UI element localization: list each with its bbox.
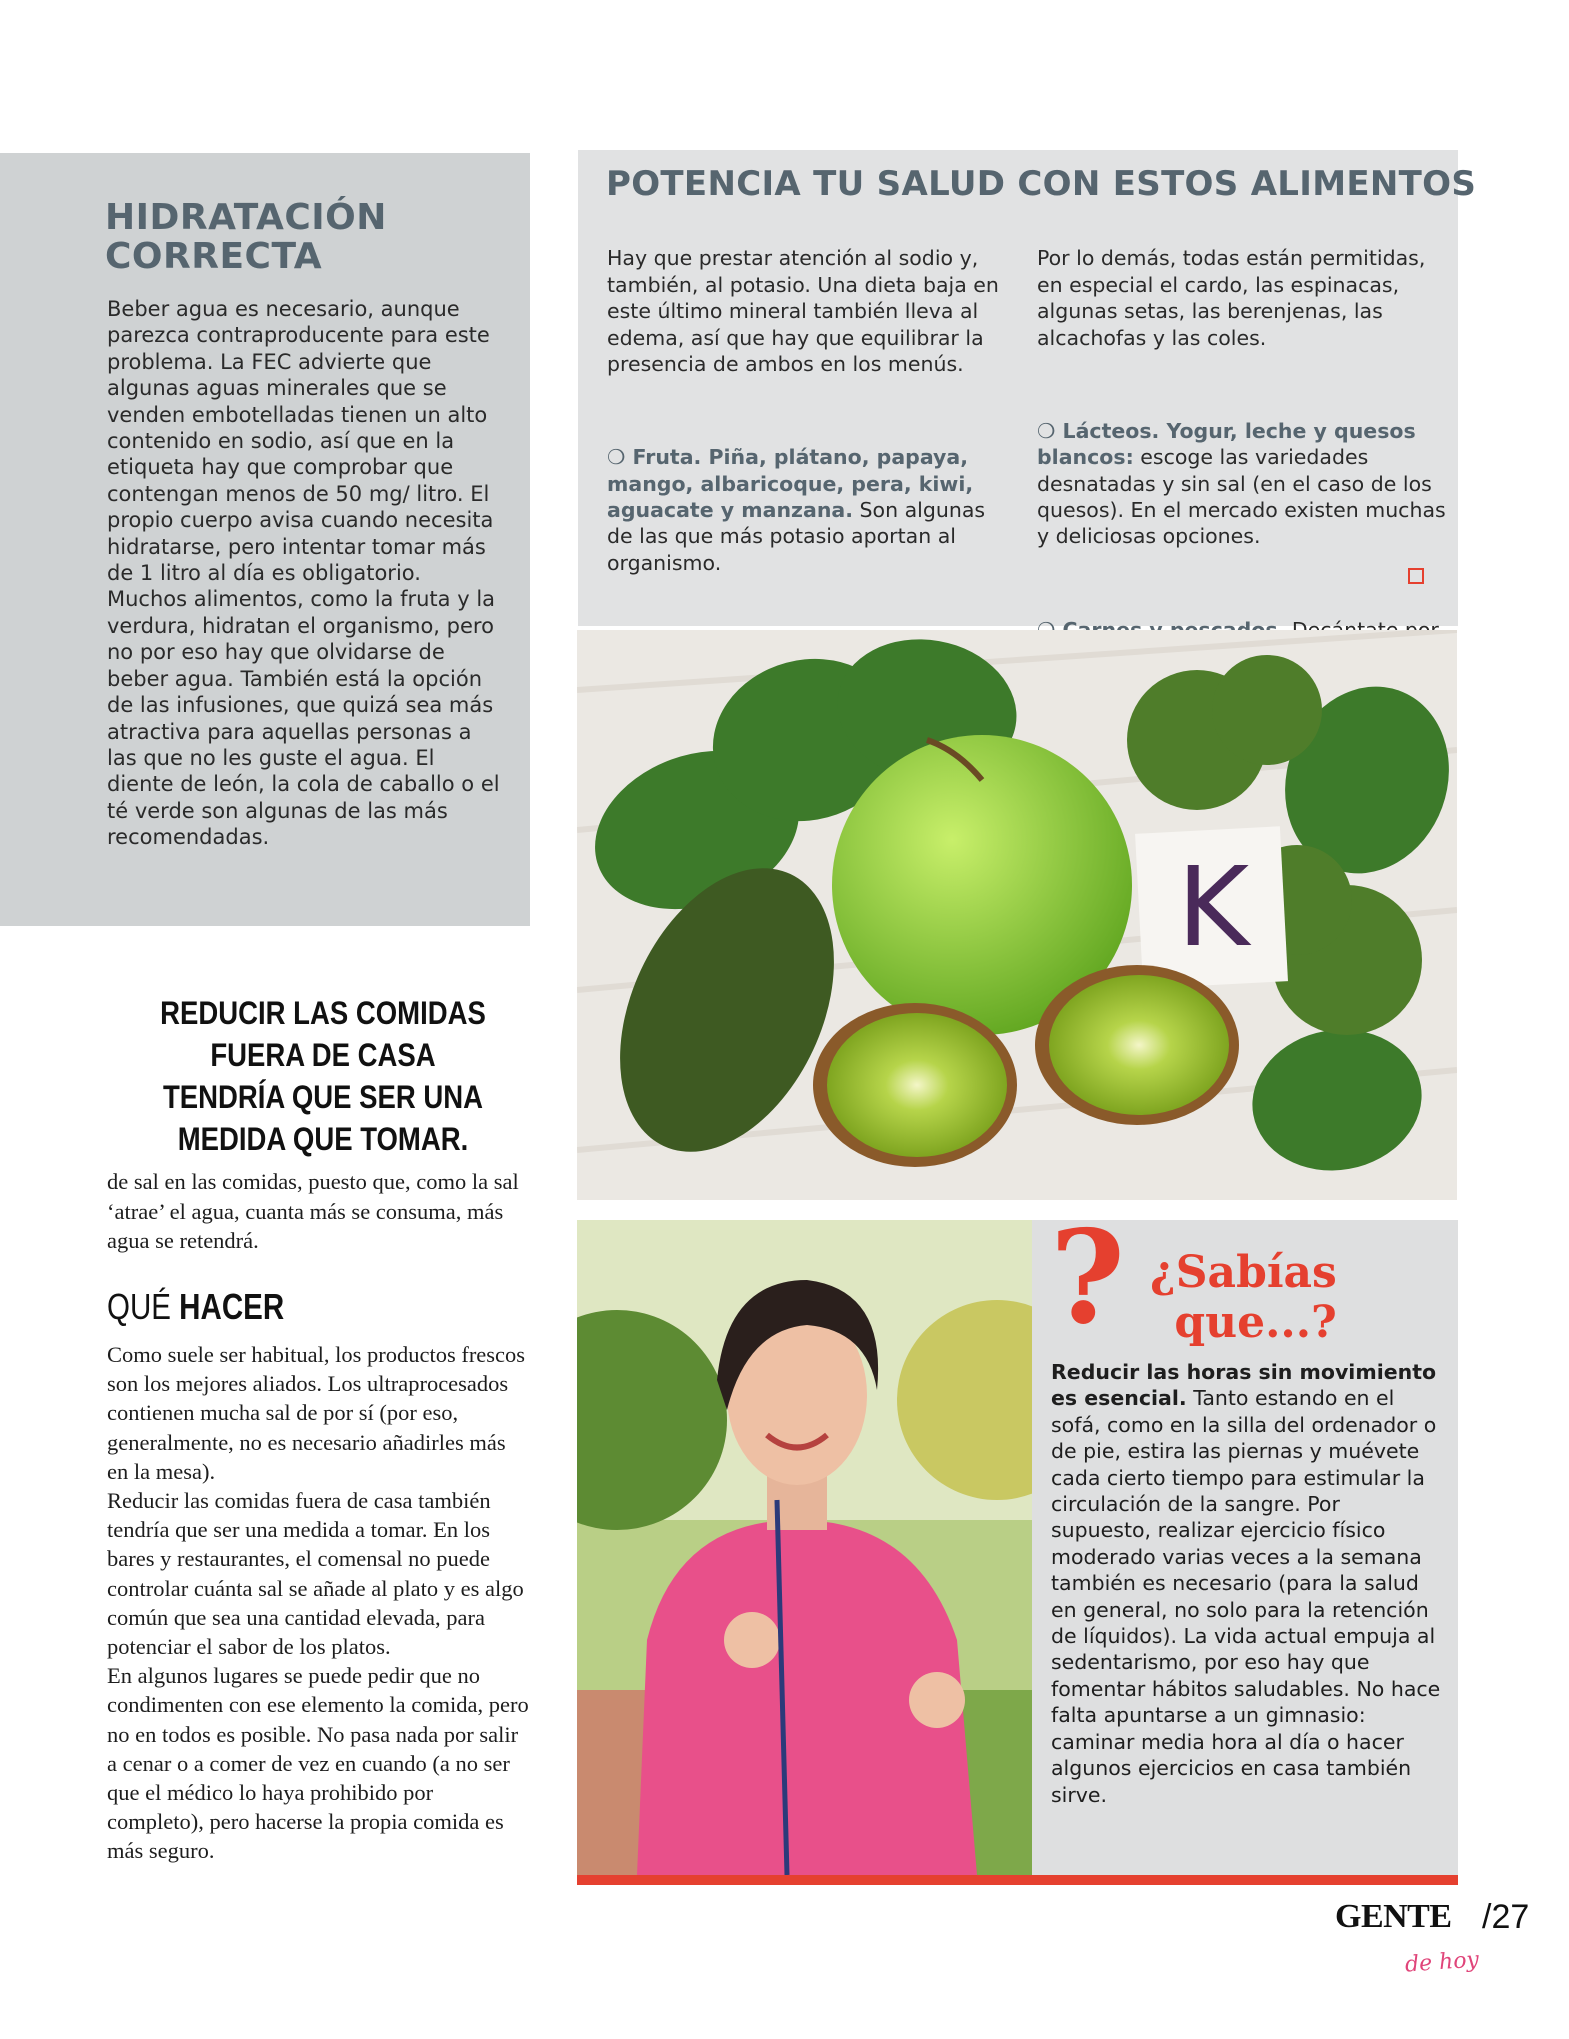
heading-bold: HACER <box>179 1286 285 1327</box>
page-number: /27 <box>1482 1898 1530 1936</box>
question-mark-icon: ? <box>1050 1203 1125 1353</box>
runner-illustration <box>577 1220 1032 1875</box>
foods-rest: Por lo demás, todas están permitidas, en especial el cardo, las espinacas, algunas setas, las berenjenas, las alcachofas y las coles. <box>1037 246 1426 350</box>
magazine-logo: GENTE <box>1335 1898 1452 1935</box>
k-card-letter: K <box>1177 843 1250 971</box>
fruit-label: ❍ Fruta. Piña, plátano, papaya, mango, albaricoque, pera, kiwi, aguacate y manzana. <box>607 445 974 523</box>
section-heading-que-hacer <box>107 1286 284 1328</box>
food-photo <box>577 630 1457 1200</box>
body-continuation: de sal en las comidas, puesto que, como la sal ‘atrae’ el agua, cuanta más se consuma, más agua se retendrá. <box>107 1169 519 1253</box>
food-illustration <box>577 630 1457 1200</box>
magazine-logo-script: de hoy <box>1404 1947 1480 1978</box>
sabias-text <box>1051 1359 1441 1808</box>
heading-light: QUÉ <box>107 1286 171 1327</box>
sabias-title: ¿Sabías que...? <box>1150 1247 1337 1348</box>
pull-quote: REDUCIR LAS COMIDAS FUERA DE CASA TENDRÍA QUE SER UNA MEDIDA QUE TOMAR. <box>160 995 486 1157</box>
end-mark-icon <box>1408 568 1424 584</box>
foods-title: POTENCIA TU SALUD CON ESTOS ALIMENTOS <box>606 164 1477 204</box>
hydration-title: HIDRATACIÓN CORRECTA <box>105 197 387 277</box>
foods-fruit <box>607 444 1017 576</box>
foods-dairy <box>1037 418 1447 550</box>
runner-photo <box>577 1220 1032 1875</box>
body-main: Como suele ser habitual, los productos frescos son los mejores aliados. Los ultraprocesados contienen mucha sal de por sí (por eso, generalmente, no es necesario añadirles más en la mesa). Reducir las comidas fuera de casa también tendría que ser una medida a tomar. En los bares y restaurantes, el comensal no puede controlar cuánta sal se añade al plato y es algo común que sea una cantidad elevada, para potenciar el sabor de los platos. En algunos lugares se puede pedir que no condimenten con ese elemento la comida, pero no en todos es posible. No pasa nada por salir a cenar o a comer de vez en cuando (a no ser que el médico lo haya prohibido por completo), pero hacerse la propia comida es más seguro. <box>107 1342 529 1864</box>
foods-intro: Hay que prestar atención al sodio y, también, al potasio. Una dieta baja en este último mineral también lleva al edema, así que hay que equilibrar la presencia de ambos en los menús. <box>607 246 999 377</box>
sabias-lead: Reducir las horas sin movimiento es esencial. <box>1051 1360 1437 1411</box>
dairy-label: ❍ Lácteos. Yogur, leche y quesos blancos: <box>1037 418 1416 470</box>
sabias-body: Tanto estando en el sofá, como en la silla del ordenador o de pie, estira las piernas y muévete cada cierto tiempo para estimular la circulación de la sangre. Por supuesto, realizar ejercicio físico moderado varias veces a la semana también es necesario (para la salud en general, no solo para la retención de líquidos). La vida actual empuja al sedentarismo, por eso hay que fomentar hábitos saludables. No hace falta apuntarse a un gimnasio: caminar media hora al día o hacer algunos ejercicios en casa también sirve. <box>1051 1386 1441 1807</box>
hydration-text: Beber agua es necesario, aunque parezca contraproducente para este problema. La FEC advierte que algunas aguas minerales que se venden embotelladas tienen un alto contenido en sodio, así que en la etiqueta hay que comprobar que contengan menos de 50 mg/ litro. El propio cuerpo avisa cuando necesita hidratarse, pero intentar tomar más de 1 litro al día es obligatorio. Muchos alimentos, como la fruta y la verdura, hidratan el organismo, pero no por eso hay que olvidarse de beber agua. También está la opción de las infusiones, que quizá sea más atractiva para aquellas personas a las que no les guste el agua. El diente de león, la cola de caballo o el té verde son algunas de las más recomendadas. <box>107 297 500 850</box>
dairy-text: escoge las variedades desnatadas y sin sal (en el caso de los quesos). En el mercado existen muchas y deliciosas opciones. <box>1037 445 1446 549</box>
fruit-text: Son algunas de las que más potasio aportan al organismo. <box>607 498 986 575</box>
accent-bar <box>577 1875 1458 1885</box>
